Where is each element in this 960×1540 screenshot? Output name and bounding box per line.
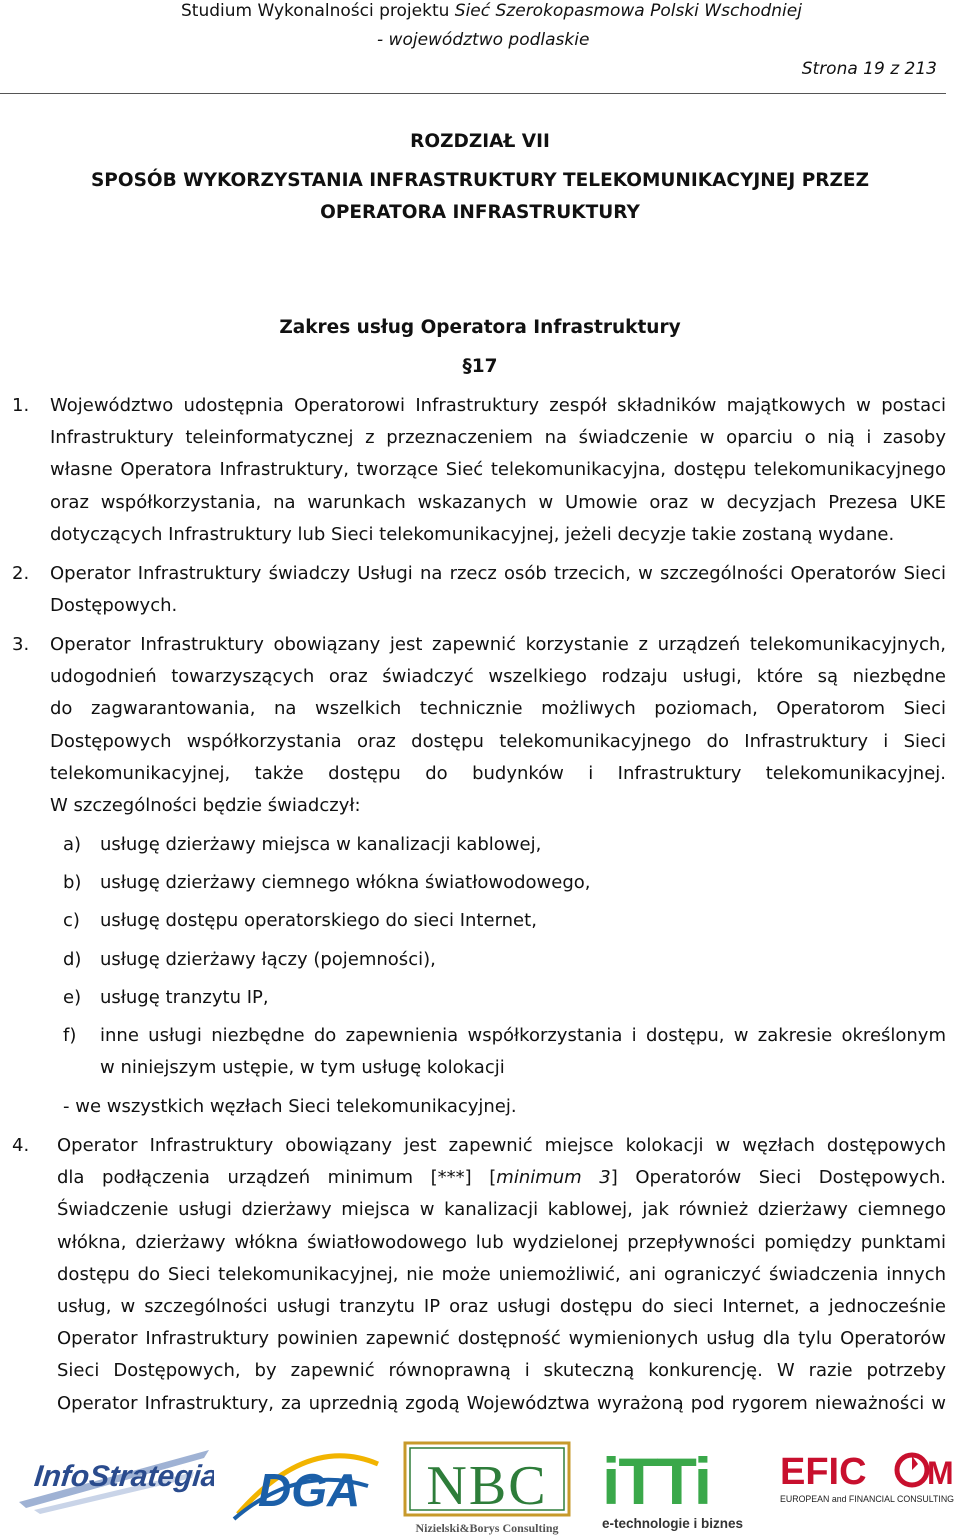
dga-wordmark: DGA [258, 1464, 361, 1516]
text-line: Dostępowych współkorzystania oraz dostępu telekomunikacyjnego do Infrastruktury i Sieci [50, 730, 946, 752]
paragraph-number: §17 [462, 356, 498, 377]
list-text: usługę dostępu operatorskiego do sieci Internet, [100, 910, 537, 931]
list-letter: b) [63, 872, 82, 893]
text-line: własne Operatora Infrastruktury, tworzące Sieć telekomunikacyjna, dostępu telekomunikacyjnego [50, 459, 946, 481]
text-line: W szczególności będzie świadczył: [50, 795, 361, 817]
chapter-number: ROZDZIAŁ VII [410, 131, 550, 152]
point-number: 4. [12, 1135, 30, 1156]
list-letter: d) [63, 949, 82, 970]
point-4-text [57, 1130, 946, 1420]
chapter-title-line-2: OPERATORA INFRASTRUKTURY [320, 202, 640, 223]
text-line: Operator Infrastruktury powinien zapewnić dostępność wymienionych usług dla tylu Operatorów [57, 1328, 946, 1350]
list-item [63, 1020, 946, 1086]
text-line: Dostępowych. [50, 595, 178, 617]
efic-caption: EUROPEAN and FINANCIAL CONSULTING [780, 1494, 955, 1504]
footer-logos [0, 1436, 960, 1536]
text-line: oraz współkorzystania, na warunkach wskazanych w Umowie oraz w decyzjach Prezesa UKE [50, 491, 946, 513]
point-3-text [50, 629, 946, 822]
text-line: udogodnień towarzyszących oraz świadczyć wszelkiego rodzaju usługi, które są niezbędne [50, 666, 946, 688]
header-divider [0, 93, 946, 94]
text-line: Operator Infrastruktury, za uprzednią zgodą Województwa wyrażoną pod rygorem nieważności w [57, 1392, 946, 1414]
point-1-text [50, 390, 946, 551]
list-letter: f) [63, 1025, 77, 1046]
list-tail: - we wszystkich węzłach Sieci telekomunikacyjnej. [63, 1096, 517, 1117]
efic-m-letter: M [927, 1455, 954, 1491]
text-line: Sieci Dostępowych, by zapewnić równoprawną i skuteczną konkurencję. W razie potrzeby [57, 1360, 946, 1382]
eficom-logo [778, 1444, 956, 1514]
list-text: usługę dzierżawy łączy (pojemności), [100, 949, 436, 970]
section-title: Zakres usług Operatora Infrastruktury [279, 317, 681, 338]
infostrategia-wordmark: InfoStrategia [32, 1460, 214, 1493]
chapter-title-line-1: SPOSÓB WYKORZYSTANIA INFRASTRUKTURY TELEKOMUNIKACYJNEJ PRZEZ [90, 170, 869, 191]
nbc-logo [402, 1440, 572, 1536]
text-line: w niniejszym ustępie, w tym usługę kolokacji [100, 1057, 505, 1079]
list-text: usługę tranzytu IP, [100, 987, 269, 1008]
list-text: usługę dzierżawy ciemnego włókna światłowodowego, [100, 872, 591, 893]
text-line: dla podłączenia urządzeń minimum [***] [minimum 3] Operatorów Sieci Dostępowych. [57, 1167, 946, 1189]
text-line: Świadczenie usługi dzierżawy miejsca w kanalizacji kablowej, jak również dzierżawy ciemnego [57, 1199, 946, 1221]
list-letter: c) [63, 910, 80, 931]
text-line: włókna, dzierżawy włókna światłowodowego lub wydzielonej przepływności pomiędzy punktami [57, 1231, 946, 1253]
nbc-caption: Nizielski&Borys Consulting [415, 1521, 559, 1535]
list-text [100, 1020, 946, 1084]
page-number: Strona 19 z 213 [801, 59, 937, 79]
text-line: Infrastruktury teleinformatycznej z przeznaczeniem na świadczenie w oparciu o nią i zasoby [50, 427, 946, 449]
text-line: telekomunikacyjnej, także dostępu do budynków i Infrastruktury telekomunikacyjnej. [50, 762, 946, 784]
list-letter: a) [63, 834, 82, 855]
dga-logo [228, 1444, 388, 1524]
header-study-title: Studium Wykonalności projektu Sieć Szerokopasmowa Polski Wschodniej [181, 1, 802, 21]
list-text: usługę dzierżawy miejsca w kanalizacji kablowej, [100, 834, 542, 855]
text-line: dotyczących Infrastruktury lub Sieci telekomunikacyjnej, jeżeli decyzje takie zostaną wydane. [50, 523, 895, 545]
text-line: dostępu do Sieci telekomunikacyjnej, nie może uniemożliwić, ani ograniczyć świadczenia innych [57, 1263, 946, 1285]
itti-caption: e-technologie i biznes [602, 1516, 744, 1531]
list-letter: e) [63, 987, 82, 1008]
infostrategia-logo [14, 1442, 214, 1522]
itti-logo [598, 1442, 758, 1534]
point-number: 3. [12, 634, 30, 655]
text-line: Województwo udostępnia Operatorowi Infrastruktury zespół składników majątkowych w postaci [50, 395, 946, 416]
text-line: inne usługi niezbędne do zapewnienia współkorzystania i dostępu, w zakresie określonym [100, 1025, 946, 1046]
header-region: - województwo podlaskie [377, 30, 590, 50]
point-number: 2. [12, 563, 30, 584]
text-line: Operator Infrastruktury obowiązany jest zapewnić miejsce kolokacji w węzłach dostępowych [57, 1135, 946, 1156]
itti-wordmark: iTTi [602, 1444, 711, 1518]
text-line: do zagwarantowania, na wszelkich technicznie możliwych poziomach, Operatorom Sieci [50, 698, 946, 720]
nbc-wordmark: NBC [426, 1455, 548, 1517]
efic-wordmark: EFIC [780, 1451, 867, 1493]
point-2-text [50, 558, 946, 622]
text-line: Operator Infrastruktury obowiązany jest zapewnić korzystanie z urządzeń telekomunikacyjnych, [50, 634, 946, 655]
point-number: 1. [12, 395, 30, 416]
text-line: Operator Infrastruktury świadczy Usługi na rzecz osób trzecich, w szczególności Operatorów Sieci [50, 563, 946, 584]
text-line: usług, w szczególności usługi tranzytu IP oraz usługi dostępu do sieci Internet, a jednocześnie [57, 1296, 946, 1318]
